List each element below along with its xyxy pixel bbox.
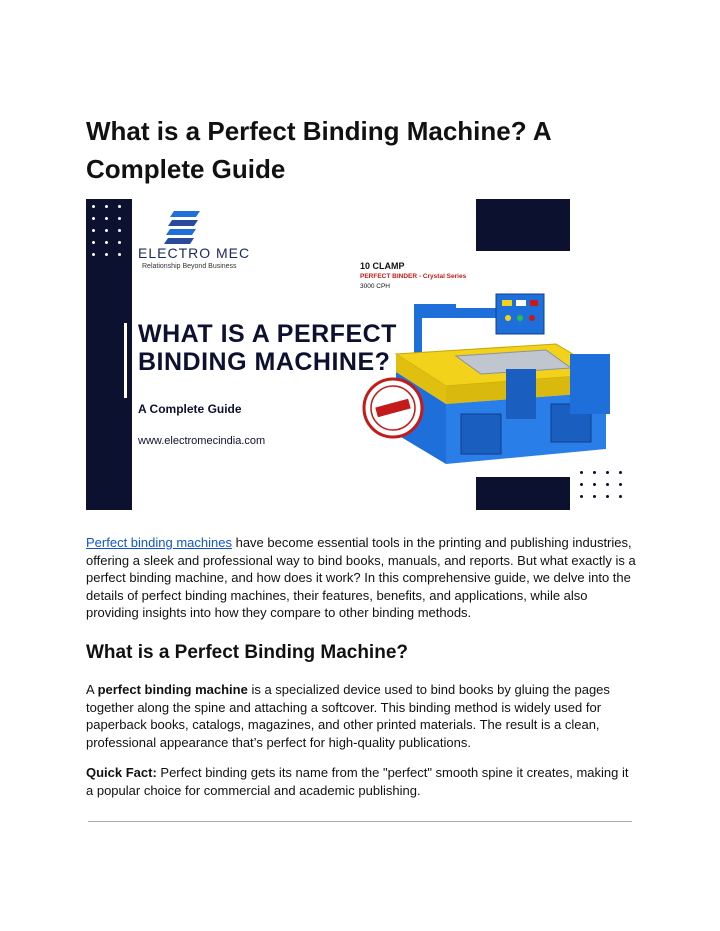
banner-url: www.electromecindia.com: [138, 435, 266, 447]
page-title: What is a Perfect Binding Machine? A Complete Guide: [86, 116, 551, 184]
section-heading: What is a Perfect Binding Machine?: [86, 642, 408, 663]
quick-fact-label: Quick Fact:: [86, 765, 157, 780]
horizontal-divider: [88, 821, 632, 822]
banner-headline-line1: WHAT IS A PERFECT: [138, 320, 397, 348]
perfect-binding-machines-link[interactable]: Perfect binding machines: [86, 535, 232, 550]
product-speed: 3000 CPH: [360, 283, 390, 290]
manufacturer-stamp-icon: [362, 377, 424, 439]
banner-top-block: [476, 199, 570, 251]
quick-fact-text: Perfect binding gets its name from the "perfect" smooth spine it creates, making it a popular choice for commercial and academic publishing.: [86, 765, 629, 798]
banner-divider-line: [124, 323, 127, 398]
banner-headline-line2: BINDING MACHINE?: [138, 348, 391, 376]
logo-tagline: Relationship Beyond Business: [142, 263, 237, 270]
definition-bold-term: perfect binding machine: [97, 682, 248, 697]
banner-subtitle: A Complete Guide: [138, 402, 242, 416]
intro-text: have become essential tools in the printing and publishing industries, offering a sleek and professional way to bind books, manuals, and reports. But what exactly is a perfect binding machine, and how does it work? In this comprehensive guide, we delve into the details of perfect binding machines, their features, benefits, and applications, while also providing insights into how they compare to other binding methods.: [86, 535, 636, 620]
logo-name: ELECTRO MEC: [138, 245, 251, 261]
dot-pattern-bottom-right: [580, 471, 622, 498]
binding-machine-illustration: [356, 274, 618, 474]
banner-bottom-block: [476, 477, 570, 510]
electromec-logo-icon: [164, 209, 204, 249]
quick-fact-paragraph: [86, 764, 638, 799]
product-title: 10 CLAMP: [360, 261, 405, 271]
banner-image: [86, 199, 634, 510]
dot-pattern-top-left: [92, 205, 121, 256]
definition-paragraph: [86, 681, 638, 751]
intro-paragraph: [86, 534, 638, 622]
definition-text: is a specialized device used to bind books by gluing the pages together along the spine and attaching a softcover. This binding method is widely used for paperback books, catalogs, magazines, and other printed materials. The result is a clean, professional appearance that’s perfect for high-quality publications.: [86, 682, 610, 750]
definition-prefix: A: [86, 682, 98, 697]
product-series: PERFECT BINDER - Crystal Series: [360, 273, 467, 280]
